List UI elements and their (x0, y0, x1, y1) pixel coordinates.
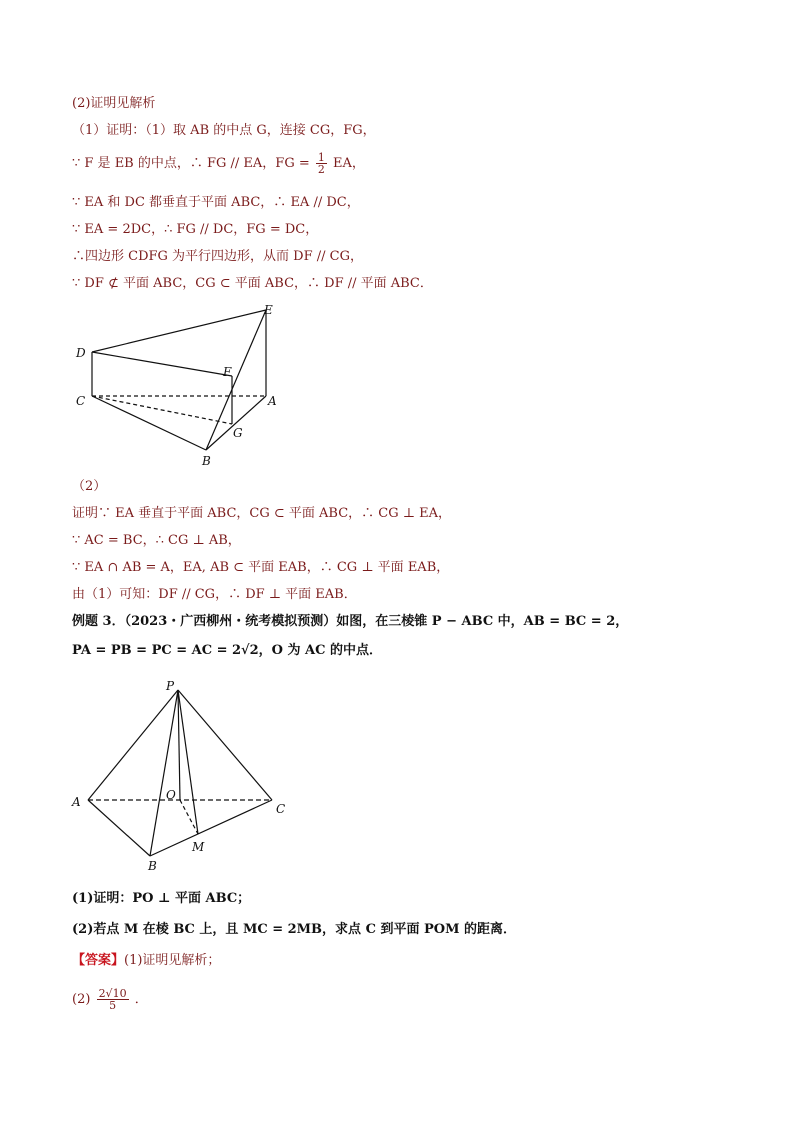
edge-CG-hidden (92, 396, 232, 424)
example-line2: PA = PB = PC = AC = 2√2，O 为 AC 的中点． (72, 643, 382, 658)
edge-AB (88, 800, 150, 856)
edge-PA (88, 690, 178, 800)
answer-line1 (72, 952, 220, 970)
proof2-line4: 由（1）可知：DF // CG，∴ DF ⊥ 平面 EAB． (72, 587, 357, 602)
fig1-label-E: E (264, 303, 273, 317)
proof1-line2-post: EA， (333, 156, 365, 171)
fraction-one-half (316, 152, 327, 175)
question-2: (2)若点 M 在棱 BC 上，且 MC = 2MB，求点 C 到平面 POM 的距离． (72, 922, 516, 937)
edge-DE (92, 310, 266, 352)
answer-tag: 【答案】 (72, 953, 125, 968)
fig2-label-C: C (276, 802, 286, 816)
proof1-line4: ∵ EA = 2DC，∴ FG // DC，FG = DC， (72, 222, 319, 237)
fig1-label-A: A (268, 394, 277, 408)
answer-part2-pre: (2) (72, 992, 91, 1007)
question-1: (1)证明：PO ⊥ 平面 ABC； (72, 891, 251, 906)
answer-fraction (97, 988, 129, 1011)
proof2-line3: ∵ EA ∩ AB = A，EA, AB ⊂ 平面 EAB，∴ CG ⊥ 平面 EAB， (72, 560, 450, 575)
proof1-line2 (72, 152, 365, 175)
proof2-label: （2） (72, 479, 107, 494)
fig2-label-P: P (166, 679, 175, 693)
fig1-label-G: G (233, 426, 243, 440)
proof1-line2-pre: ∵ F 是 EB 的中点，∴ FG // EA，FG = (72, 156, 310, 171)
fig1-label-B: B (202, 454, 211, 468)
fraction-numerator: 1 (317, 151, 325, 164)
proof1-line3: ∵ EA 和 DC 都垂直于平面 ABC，∴ EA // DC， (72, 195, 360, 210)
proof1-line6: ∵ DF ⊄ 平面 ABC，CG ⊂ 平面 ABC，∴ DF // 平面 ABC． (72, 276, 433, 291)
answer-part1: (1)证明见解析； (124, 953, 221, 968)
edge-PM (178, 690, 198, 834)
answer-part2-post: ． (134, 992, 148, 1007)
answer-part2-label: (2)证明见解析 (72, 96, 156, 111)
fraction-denominator: 2 (317, 163, 325, 176)
edge-DF (92, 352, 232, 376)
fig2-label-B: B (148, 859, 157, 873)
answer-fraction-numerator: 2√10 (98, 987, 127, 1000)
fig1-label-D: D (76, 346, 86, 360)
edge-PB (150, 690, 178, 856)
figure-1-solid (70, 300, 290, 470)
answer-line2 (72, 988, 148, 1011)
answer-fraction-denominator: 5 (109, 999, 117, 1012)
fig2-label-A: A (72, 795, 81, 809)
fig2-label-O: O (166, 788, 176, 802)
figure-2-tetrahedron (68, 676, 298, 876)
fig1-label-C: C (76, 394, 86, 408)
edge-BA (206, 396, 266, 450)
fig1-label-F: F (223, 365, 232, 379)
proof2-line2: ∵ AC = BC，∴ CG ⊥ AB， (72, 533, 241, 548)
edge-PC (178, 690, 272, 800)
edge-BC (150, 800, 272, 856)
example-line1: 例题 3．（2023・广西柳州・统考模拟预测）如图，在三棱锥 P − ABC 中，AB = BC = 2， (72, 614, 629, 629)
proof2-line1: 证明∵ EA 垂直于平面 ABC，CG ⊂ 平面 ABC，∴ CG ⊥ EA， (72, 506, 451, 521)
proof1-line1: （1）证明：（1）取 AB 的中点 G，连接 CG，FG， (72, 123, 376, 138)
proof1-line5: ∴四边形 CDFG 为平行四边形，从而 DF // CG， (72, 249, 363, 264)
edge-CB (92, 396, 206, 450)
fig2-label-M: M (192, 840, 205, 854)
